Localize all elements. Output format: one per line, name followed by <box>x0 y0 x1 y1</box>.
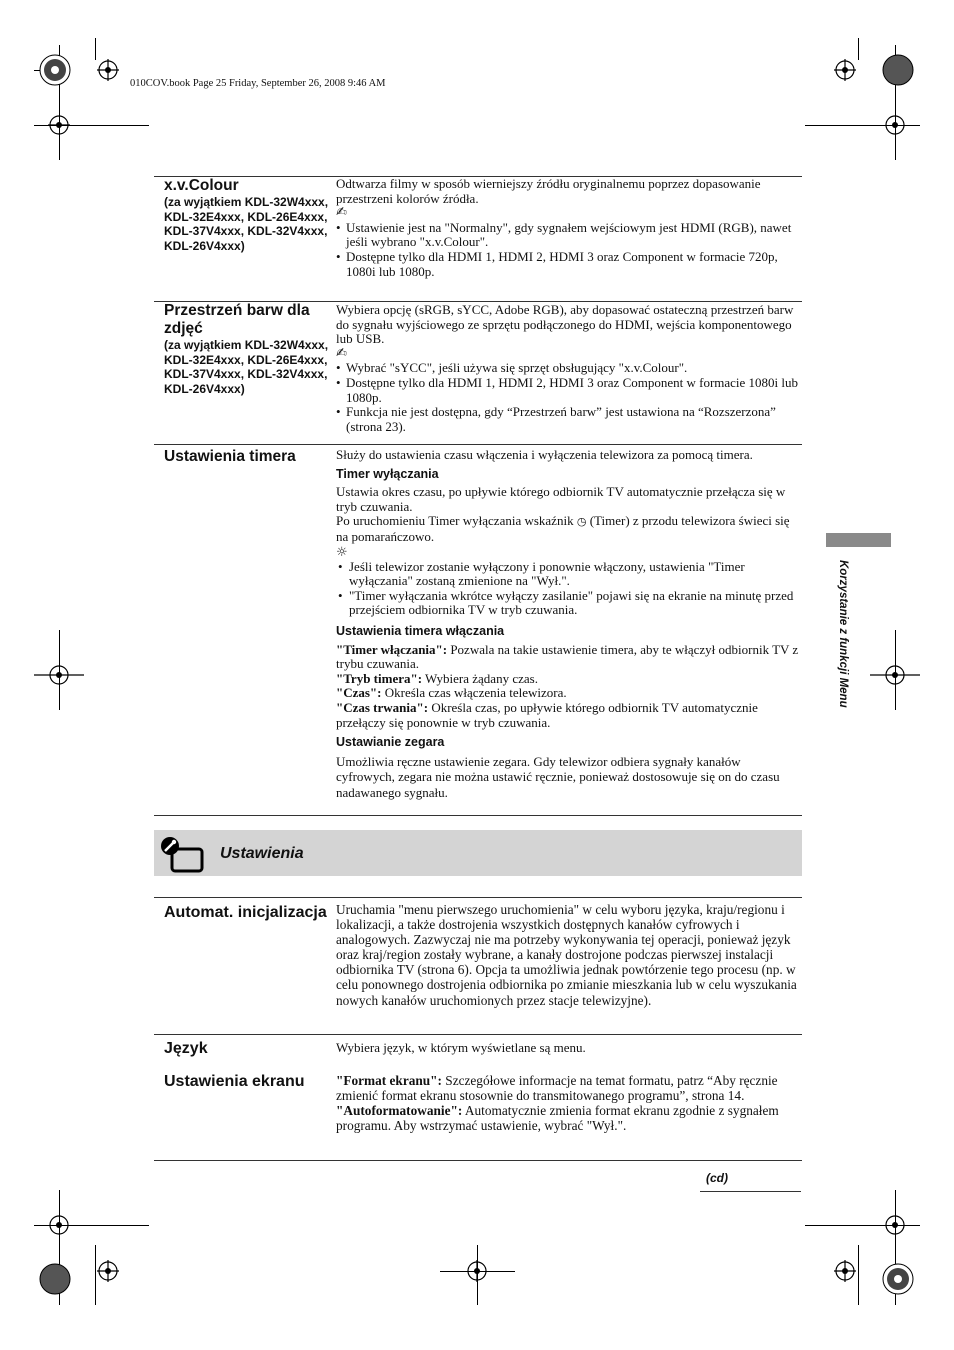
list-item: • Jeśli telewizor zostanie wyłączony i ponownie włączony, ustawienia "Timer wyłączania" zostaną zmienione na "Wył.". <box>336 560 801 589</box>
row-label-automat: Automat. inicjalizacja <box>164 904 327 921</box>
row-body-xvcolour <box>336 177 801 279</box>
row-text: "Format ekranu": Szczegółowe informacje na temat formatu, patrz “Aby ręcznie zmienić format ekranu stosownie do transmitowanego programu”, strona 14. <box>336 1073 778 1103</box>
list-item: • "Timer wyłączania wkrótce wyłączy zasilanie" pojawi się na ekranie na minutę przed przejściem odbiornika TV w tryb czuwania. <box>336 589 801 618</box>
list-item: • Dostępne tylko dla HDMI 1, HDMI 2, HDMI 3 oraz Component w formacie 1080i lub 1080p. <box>336 376 801 405</box>
row-divider <box>154 897 802 898</box>
row-label-timer: Ustawienia timera <box>164 448 296 465</box>
chapter-tab <box>826 533 891 547</box>
row-label-ekran: Ustawienia ekranu <box>164 1073 305 1090</box>
row-text: Umożliwia ręczne ustawienie zegara. Gdy telewizor odbiera sygnały kanałów cyfrowych, zegara nie można ustawić ręcznie, ponieważ dostosowuje się on do czasu nadawanego sygnału. <box>336 753 780 800</box>
row-text: Ustawia okres czasu, po upływie którego odbiornik TV automatycznie przełącza się w tryb czuwania. <box>336 484 786 514</box>
note-pencil-icon: ✍ <box>336 205 347 221</box>
section-title: Ustawienia <box>220 845 304 862</box>
list-item: • Funkcja nie jest dostępna, gdy “Przestrzeń barw” jest ustawiona na “Rozszerzona” (strona 23). <box>336 405 801 434</box>
row-body-timer <box>336 448 801 800</box>
row-text: Służy do ustawienia czasu włączenia i wyłączenia telewizora za pomocą timera. <box>336 447 753 462</box>
row-text: Odtwarza filmy w sposób wierniejszy źródłu oryginalnemu poprzez dopasowanie przestrzeni kolorów źródła. <box>336 176 761 206</box>
subheading-timer-off: Timer wyłączania <box>336 466 439 481</box>
row-divider <box>154 1160 802 1161</box>
row-body-ekran <box>336 1073 801 1133</box>
row-divider <box>154 444 802 445</box>
timer-clock-icon: ◷ <box>576 515 587 529</box>
row-sublabel: (za wyjątkiem KDL-32W4xxx, KDL-32E4xxx, KDL-26E4xxx, KDL-37V4xxx, KDL-32V4xxx, KDL-26V4xxx) <box>164 195 329 253</box>
subheading-clock: Ustawianie zegara <box>336 735 445 750</box>
list-item: • Ustawienie jest na "Normalny", gdy sygnałem wejściowym jest HDMI (RGB), nawet jeśli wybrano "x.v.Colour". <box>336 221 801 250</box>
row-text: "Czas": Określa czas włączenia telewizora. <box>336 685 567 701</box>
row-text: "Autoformatowanie": Automatycznie zmienia format ekranu zgodnie z sygnałem programu. Aby wstrzymać ustawienie, wybrać "Wył.". <box>336 1103 779 1133</box>
continued-underline <box>700 1191 801 1192</box>
row-divider <box>154 815 802 816</box>
row-text: Wybiera opcję (sRGB, sYCC, Adobe RGB), aby dopasować ostateczną przestrzeń barw do sygnału wyjściowego ze sprzętu podłączonego do HDMI, wejścia komponentowego lub USB. <box>336 302 794 347</box>
row-body-przestrzen <box>336 303 801 434</box>
continued-label: (cd) <box>706 1171 728 1185</box>
tip-lightbulb-icon: ☼ <box>336 544 348 560</box>
row-text: Po uruchomieniu Timer wyłączania wskaźnik ◷ (Timer) z przodu telewizora świeci się na pomarańczowo. <box>336 513 790 544</box>
row-label-przestrzen: Przestrzeń barw dla zdjęć (za wyjątkiem KDL-32W4xxx, KDL-32E4xxx, KDL-26E4xxx, KDL-37V4xxx, KDL-32V4xxx, KDL-26V4xxx) <box>164 302 329 396</box>
row-label-jezyk: Język <box>164 1040 208 1057</box>
settings-wrench-icon <box>158 834 208 876</box>
list-item: • Dostępne tylko dla HDMI 1, HDMI 2, HDMI 3 oraz Component w formacie 720p, 1080i lub 1080p. <box>336 250 801 279</box>
note-pencil-icon: ✍ <box>336 345 347 361</box>
row-sublabel: (za wyjątkiem KDL-32W4xxx, KDL-32E4xxx, KDL-26E4xxx, KDL-37V4xxx, KDL-32V4xxx, KDL-26V4xxx) <box>164 338 329 396</box>
row-text: "Tryb timera": Wybiera żądany czas. <box>336 670 538 686</box>
row-text: "Czas trwania": Określa czas, po upływie którego odbiornik TV automatycznie przełączy się ponownie w tryb czuwania. <box>336 699 758 730</box>
subheading-timer-on: Ustawienia timera włączania <box>336 623 505 638</box>
row-divider <box>154 1034 802 1035</box>
list-item: • Wybrać "sYCC", jeśli używa się sprzęt obsługujący "x.v.Colour". <box>336 361 801 376</box>
row-label-xvcolour: x.v.Colour (za wyjątkiem KDL-32W4xxx, KDL-32E4xxx, KDL-26E4xxx, KDL-37V4xxx, KDL-32V4xxx, KDL-26V4xxx) <box>164 177 329 253</box>
row-body-jezyk: Wybiera język, w którym wyświetlane są menu. <box>336 1040 586 1055</box>
side-chapter-label: Korzystanie z funkcji Menu <box>837 560 849 708</box>
file-header-note: 010COV.book Page 25 Friday, September 26, 2008 9:46 AM <box>130 78 386 89</box>
row-text: "Timer włączania": Pozwala na takie ustawienie timera, aby te włączył odbiornik TV z trybu czuwania. <box>336 641 799 672</box>
row-body-automat: Uruchamia "menu pierwszego uruchomienia" w celu wyboru języka, kraju/regionu i lokalizacji, a także dostrojenia wszystkich dostępnych kanałów cyfrowych i analogowych. Zazwyczaj nie ma potrzeby wykonywania tej operacji, ponieważ język oraz kraj/region zostały wybrane, a kanały dostrojone podczas pierwszej instalacji odbiornika TV (strona 6). Opcja ta umożliwia jednak powtórzenie tego procesu (np. w celu ponownego dostrojenia odbiornika po zmianie mieszkania lub w celu wyszukania nowych kanałów uruchomionych przez stacje telewizyjne). <box>336 902 797 1008</box>
